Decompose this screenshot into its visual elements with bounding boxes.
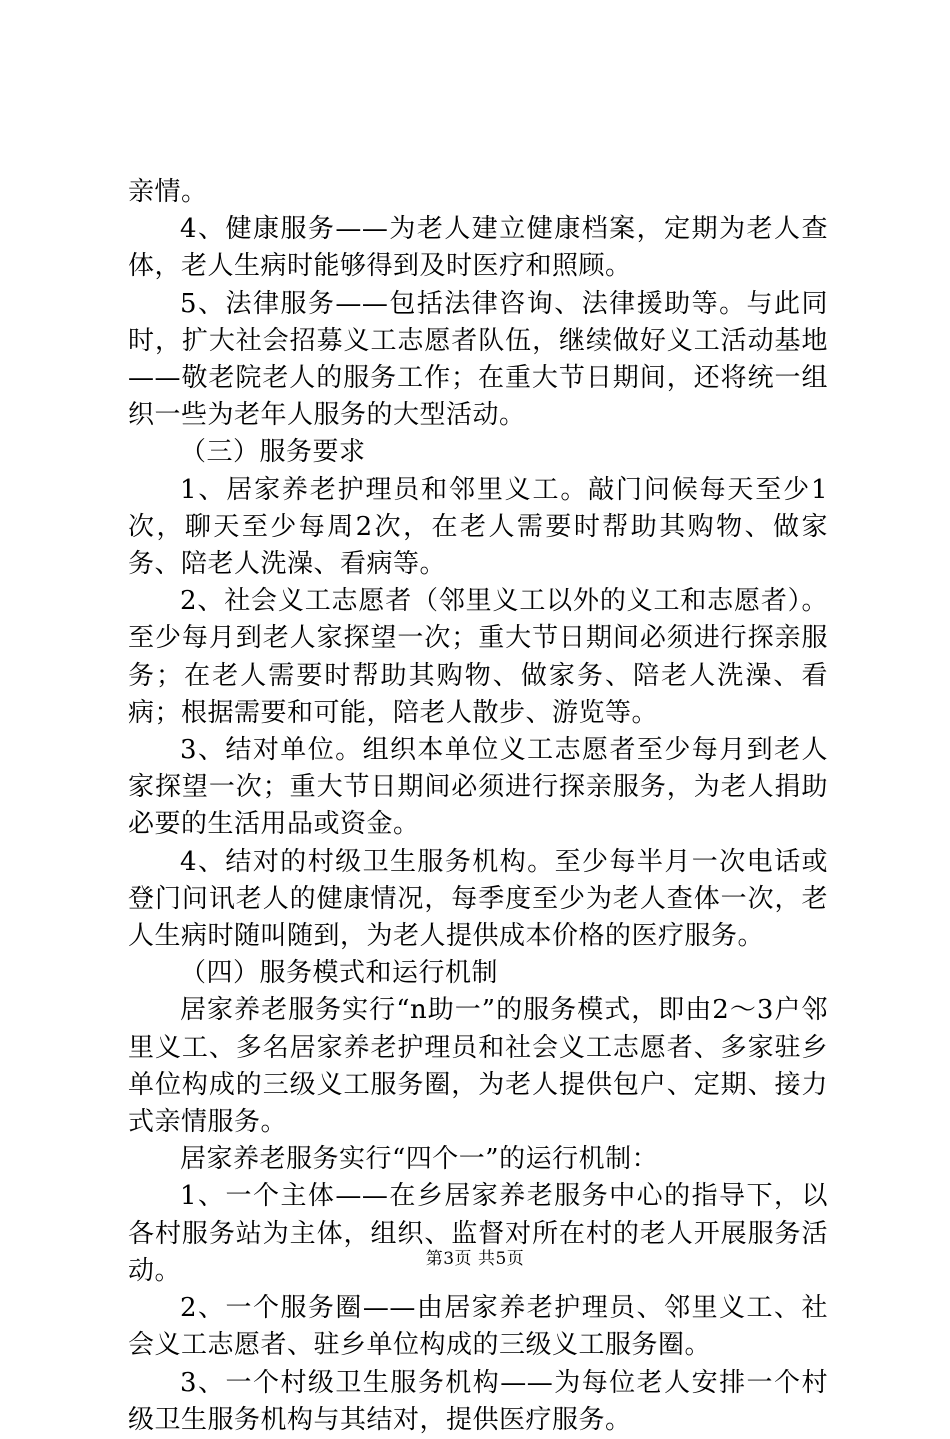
paragraph-mechanism-1: 1、一个主体——在乡居家养老服务中心的指导下，以各村服务站为主体，组织、监督对所在村的老人开展服务活动。	[128, 1181, 828, 1286]
paragraph-mechanism-2: 2、一个服务圈——由居家养老护理员、邻里义工、社会义工志愿者、驻乡单位构成的三级义工服务圈。	[128, 1293, 828, 1361]
section-heading-service-requirements: （三）服务要求	[180, 437, 366, 468]
page-number: 第3页 共5页	[425, 1249, 525, 1269]
paragraph-continuation: 亲情。	[128, 177, 208, 207]
paragraph-requirement-1: 1、居家养老护理员和邻里义工。敲门问候每天至少1次，聊天至少每周2次，在老人需要时帮助其购物、做家务、陪老人洗澡、看病等。	[128, 474, 828, 580]
paragraph-mechanism-3: 3、一个村级卫生服务机构——为每位老人安排一个村级卫生服务机构与其结对，提供医疗服务。	[128, 1367, 828, 1435]
paragraph-service-model: 居家养老服务实行“n助一”的服务模式，即由2～3户邻里义工、多名居家养老护理员和社会义工志愿者、多家驻乡单位构成的三级义工服务圈，为老人提供包户、定期、接力式亲情服务。	[128, 995, 828, 1138]
section-heading-service-model: （四）服务模式和运行机制	[180, 958, 499, 989]
paragraph-requirement-4: 4、结对的村级卫生服务机构。至少每半月一次电话或登门问讯老人的健康情况，每季度至少为老人查体一次，老人生病时随叫随到，为老人提供成本价格的医疗服务。	[128, 846, 828, 952]
page-footer	[0, 1244, 950, 1269]
paragraph-health-service: 4、健康服务——为老人建立健康档案，定期为老人查体，老人生病时能够得到及时医疗和照顾。	[128, 214, 828, 282]
paragraph-operating-mechanism: 居家养老服务实行“四个一”的运行机制：	[180, 1144, 659, 1175]
paragraph-legal-service: 5、法律服务——包括法律咨询、法律援助等。与此同时，扩大社会招募义工志愿者队伍，继续做好义工活动基地——敬老院老人的服务工作；在重大节日期间，还将统一组织一些为老年人服务的大型活动。	[128, 288, 828, 431]
paragraph-requirement-2: 2、社会义工志愿者（邻里义工以外的义工和志愿者）。至少每月到老人家探望一次；重大节日期间必须进行探亲服务；在老人需要时帮助其购物、做家务、陪老人洗澡、看病；根据需要和可能，陪老人散步、游览等。	[128, 586, 828, 728]
paragraph-requirement-3: 3、结对单位。组织本单位义工志愿者至少每月到老人家探望一次；重大节日期间必须进行探亲服务，为老人捐助必要的生活用品或资金。	[128, 735, 828, 840]
